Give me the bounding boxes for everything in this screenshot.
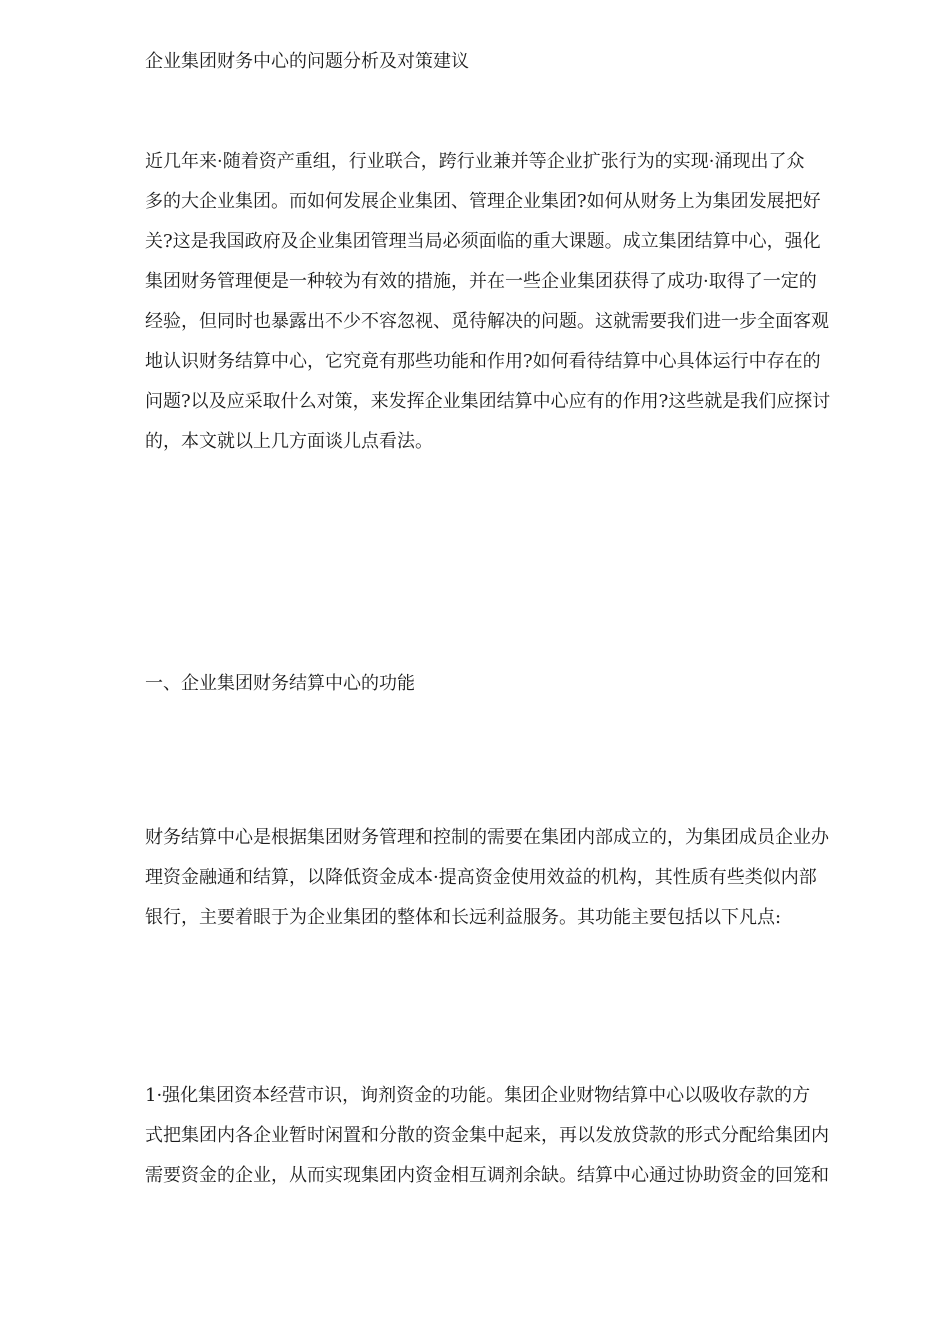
intro-paragraph (145, 142, 873, 462)
paragraph-line: 理资金融通和结算，以降低资金成本·提高资金使用效益的机构，其性质有些类似内部 (145, 867, 817, 888)
paragraph-line: 关?这是我国政府及企业集团管理当局必须面临的重大课题。成立集团结算中心，强化 (145, 231, 821, 252)
section1-paragraph (145, 818, 873, 938)
paragraph-line: 问题?以及应采取什么对策，来发挥企业集团结算中心应有的作用?这些就是我们应探讨 (145, 391, 831, 412)
paragraph-line: 近几年来·随着资产重组，行业联合，跨行业兼并等企业扩张行为的实现·涌现出了众 (145, 151, 805, 172)
paragraph-line: 的，本文就以上几方面谈儿点看法。 (145, 431, 433, 452)
document-title: 企业集团财务中心的问题分析及对策建议 (145, 51, 469, 72)
paragraph-line: 经验，但同时也暴露出不少不容忽视、觅待解决的问题。这就需要我们进一步全面客观 (145, 311, 829, 332)
section-heading: 一、企业集团财务结算中心的功能 (145, 673, 415, 694)
paragraph-line: 1·强化集团资本经营市识，询剂资金的功能。集团企业财物结算中心以吸收存款的方 (145, 1085, 811, 1106)
paragraph-line: 地认识财务结算中心，它究竟有那些功能和作用?如何看待结算中心具体运行中存在的 (145, 351, 821, 372)
paragraph-line: 需要资金的企业，从而实现集团内资金相互调剂余缺。结算中心通过协助资金的回笼和 (145, 1165, 829, 1186)
paragraph-line: 银行，主要着眼于为企业集团的整体和长远利益服务。其功能主要包括以下凡点: (145, 907, 782, 928)
paragraph-line: 式把集团内各企业暂时闲置和分散的资金集中起来，再以发放贷款的形式分配给集团内 (145, 1125, 829, 1146)
paragraph-line: 集团财务管理便是一种较为有效的措施，并在一些企业集团获得了成功·取得了一定的 (145, 271, 817, 292)
paragraph-line: 财务结算中心是根据集团财务管理和控制的需要在集团内部成立的，为集团成员企业办 (145, 827, 829, 848)
paragraph-line: 多的大企业集团。而如何发展企业集团、管理企业集团?如何从财务上为集团发展把好 (145, 191, 821, 212)
point1-paragraph (145, 1076, 873, 1196)
